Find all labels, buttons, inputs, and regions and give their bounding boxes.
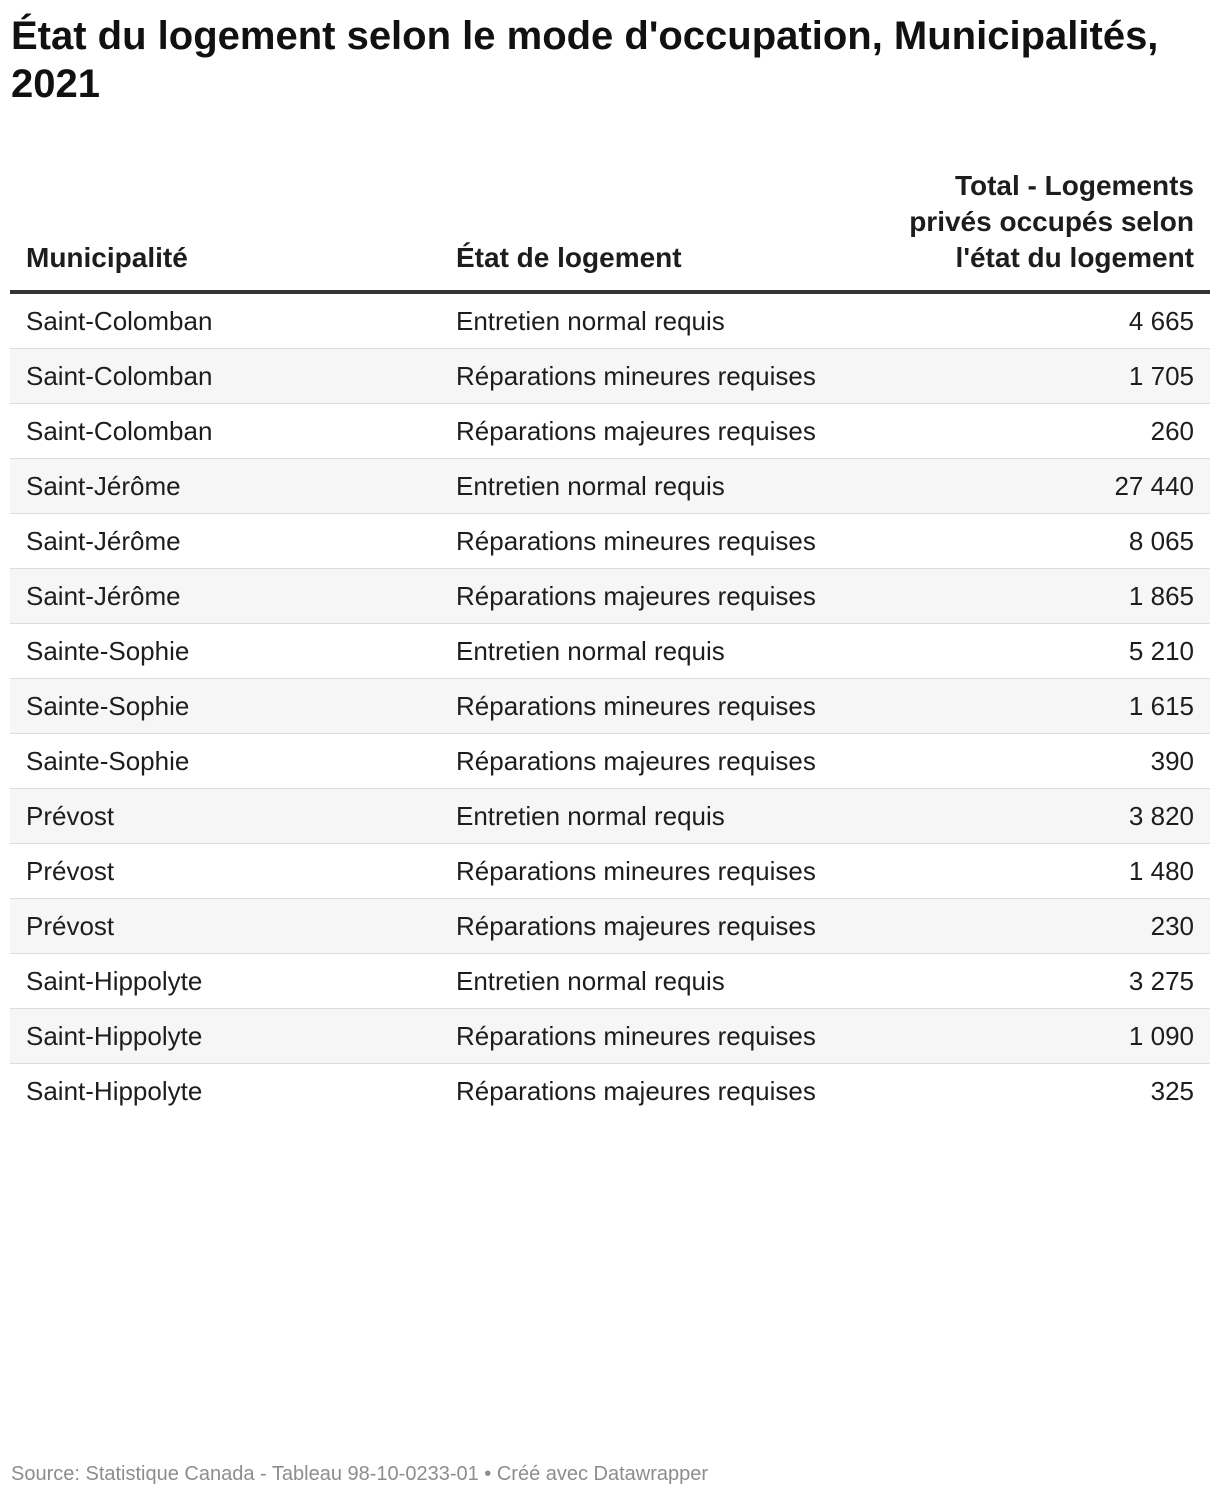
cell-municipalite: Saint-Colomban (10, 292, 440, 349)
cell-municipalite: Sainte-Sophie (10, 624, 440, 679)
cell-etat: Réparations majeures requises (440, 404, 870, 459)
table-body (10, 292, 1210, 1118)
table-header (10, 160, 1210, 292)
table-row (10, 569, 1210, 624)
cell-municipalite: Prévost (10, 789, 440, 844)
cell-total: 1 480 (870, 844, 1210, 899)
cell-total: 1 705 (870, 349, 1210, 404)
cell-etat: Réparations majeures requises (440, 734, 870, 789)
table-row (10, 459, 1210, 514)
cell-total: 1 615 (870, 679, 1210, 734)
source-footer: Source: Statistique Canada - Tableau 98-10-0233-01 • Créé avec Datawrapper (11, 1463, 709, 1485)
table-row (10, 679, 1210, 734)
cell-total: 390 (870, 734, 1210, 789)
cell-total: 325 (1150, 1076, 1194, 1106)
table-row (10, 899, 1210, 954)
cell-total: 3 820 (870, 789, 1210, 844)
table-row (10, 789, 1210, 844)
table-row (10, 1064, 1210, 1119)
table-row (10, 844, 1210, 899)
column-header-etat[interactable]: État de logement (440, 160, 870, 292)
cell-etat: Entretien normal requis (440, 459, 870, 514)
cell-total: 260 (870, 404, 1210, 459)
column-header-municipalite[interactable]: Municipalité (10, 160, 440, 292)
cell-etat: Entretien normal requis (440, 789, 870, 844)
cell-municipalite: Saint-Colomban (10, 349, 440, 404)
table-row (10, 734, 1210, 789)
cell-municipalite: Sainte-Sophie (10, 679, 440, 734)
table-row (10, 1009, 1210, 1064)
chart-title: État du logement selon le mode d'occupation, Municipalités, 2021 (11, 14, 1159, 106)
cell-total: 1 090 (870, 1009, 1210, 1064)
cell-municipalite: Saint-Colomban (10, 404, 440, 459)
cell-total: 8 065 (870, 514, 1210, 569)
cell-etat: Entretien normal requis (440, 624, 870, 679)
cell-etat: Réparations mineures requises (440, 1009, 870, 1064)
cell-municipalite: Prévost (10, 899, 440, 954)
cell-municipalite: Sainte-Sophie (10, 734, 440, 789)
cell-municipalite: Saint-Jérôme (10, 514, 440, 569)
cell-municipalite: Prévost (10, 844, 440, 899)
cell-total: 230 (870, 899, 1210, 954)
cell-etat: Entretien normal requis (440, 292, 870, 349)
table-row (10, 349, 1210, 404)
cell-etat: Réparations mineures requises (440, 844, 870, 899)
table-row (10, 514, 1210, 569)
cell-etat: Entretien normal requis (440, 954, 870, 1009)
cell-municipalite: Saint-Hippolyte (10, 1009, 440, 1064)
table-row (10, 292, 1210, 349)
cell-municipalite: Saint-Jérôme (10, 569, 440, 624)
header-row (10, 160, 1210, 292)
cell-municipalite: Saint-Hippolyte (10, 954, 440, 1009)
cell-etat: Réparations majeures requises (440, 899, 870, 954)
cell-etat: Réparations mineures requises (440, 514, 870, 569)
cell-total: 1 865 (870, 569, 1210, 624)
cell-total: 3 275 (870, 954, 1210, 1009)
cell-etat: Réparations mineures requises (440, 349, 870, 404)
table-row (10, 624, 1210, 679)
table-row (10, 954, 1210, 1009)
cell-etat: Réparations majeures requises (456, 1076, 816, 1106)
cell-municipalite: Saint-Hippolyte (26, 1076, 203, 1106)
table-row (10, 404, 1210, 459)
column-header-total[interactable]: Total - Logements privés occupés selon l'état du logement (870, 160, 1210, 292)
cell-etat: Réparations majeures requises (440, 569, 870, 624)
cell-total: 4 665 (870, 292, 1210, 349)
cell-total: 5 210 (870, 624, 1210, 679)
cell-municipalite: Saint-Jérôme (10, 459, 440, 514)
cell-total: 27 440 (870, 459, 1210, 514)
data-table-container (10, 160, 1210, 1118)
cell-etat: Réparations mineures requises (440, 679, 870, 734)
data-table (10, 160, 1210, 1118)
